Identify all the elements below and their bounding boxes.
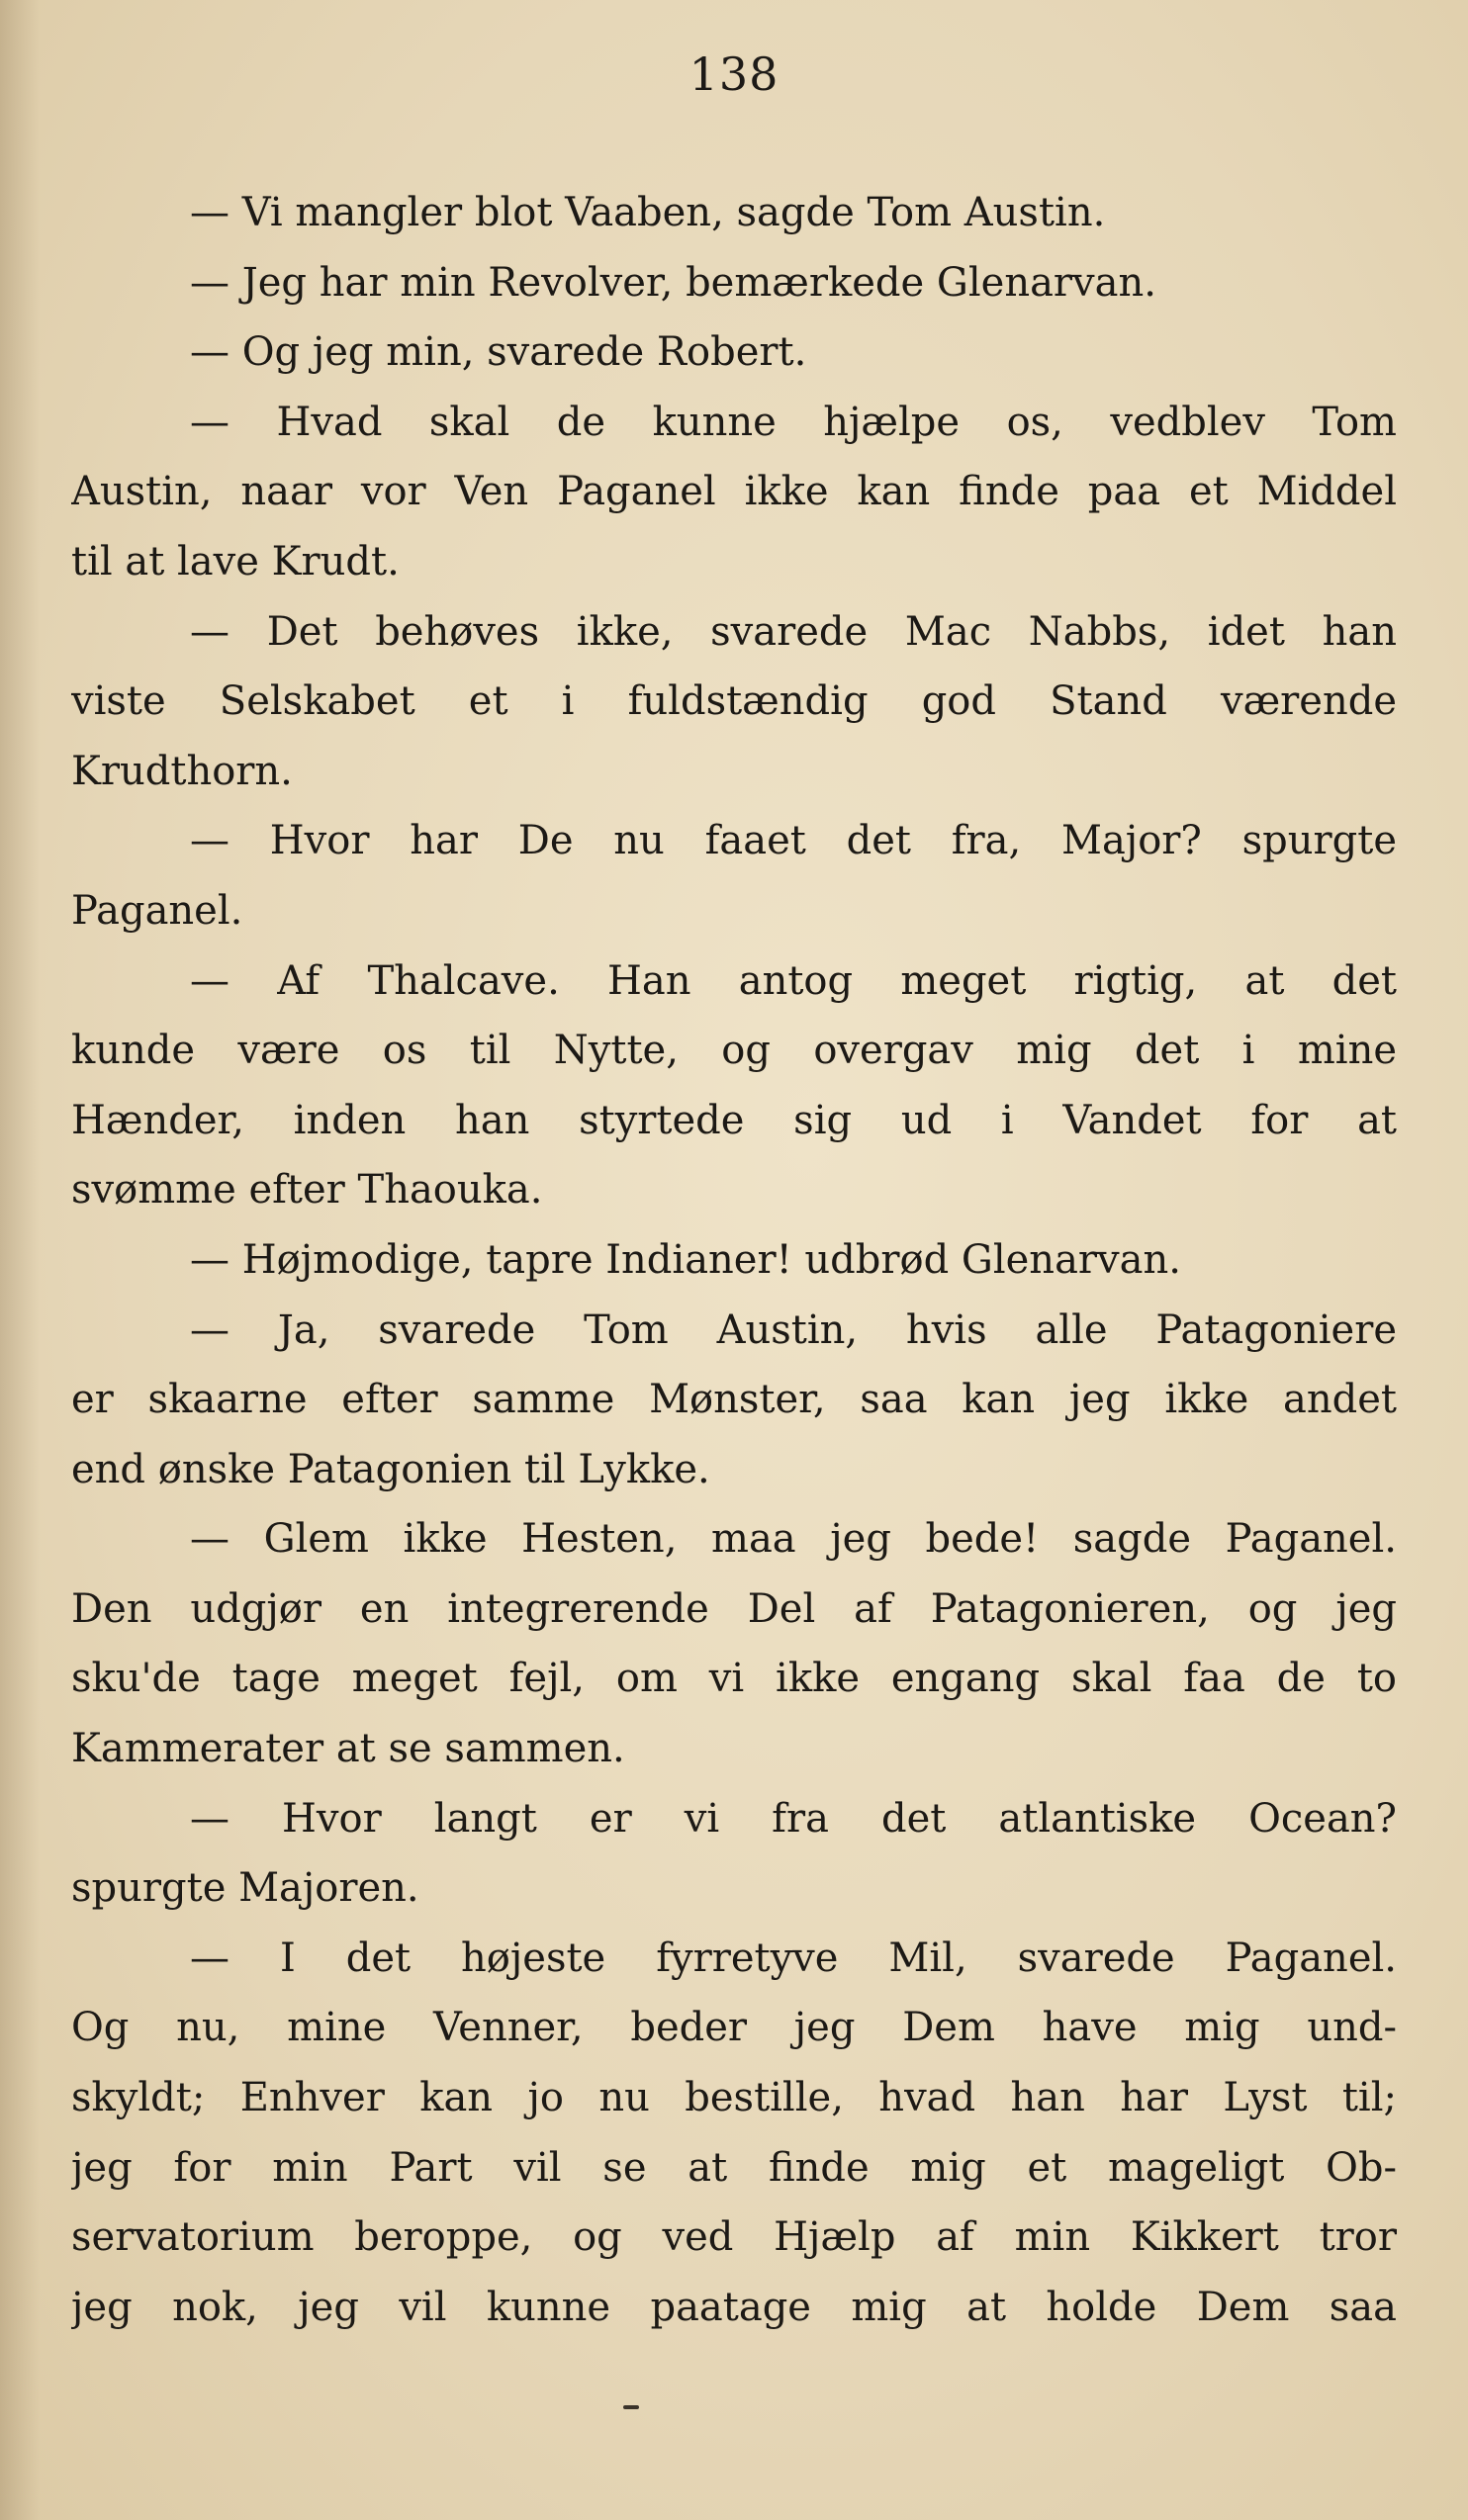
text-line: end ønske Patagonien til Lykke. [71, 1446, 710, 1492]
text-line: — Højmodige, tapre Indianer! udbrød Glenarvan. [190, 1236, 1181, 1283]
text-line: — Hvor langt er vi fra det atlantiske Ocean? [190, 1795, 1397, 1842]
text-line: — Og jeg min, svarede Robert. [190, 329, 807, 376]
text-line: jeg nok, jeg vil kunne paatage mig at holde Dem saa [71, 2284, 1397, 2330]
body-text [71, 178, 1397, 2342]
text-line: — I det højeste fyrretyve Mil, svarede Paganel. [190, 1935, 1397, 1981]
text-line: Hænder, inden han styrtede sig ud i Vandet for at [71, 1097, 1397, 1143]
text-line: viste Selskabet et i fuldstændig god Stand værende [71, 678, 1397, 725]
text-line: — Af Thalcave. Han antog meget rigtig, at det [190, 957, 1397, 1004]
text-line: Den udgjør en integrerende Del af Patagonieren, og jeg [71, 1585, 1397, 1632]
text-line: — Jeg har min Revolver, bemærkede Glenarvan. [190, 259, 1156, 306]
text-line: til at lave Krudt. [71, 538, 400, 585]
text-line: Austin, naar vor Ven Paganel ikke kan finde paa et Middel [71, 469, 1397, 515]
text-line: — Hvad skal de kunne hjælpe os, vedblev Tom [190, 399, 1397, 445]
text-line: Og nu, mine Venner, beder jeg Dem have mig und- [71, 2005, 1397, 2051]
text-line: sku'de tage meget fejl, om vi ikke engang skal faa de to [71, 1656, 1397, 1702]
text-line: — Glem ikke Hesten, maa jeg bede! sagde Paganel. [190, 1516, 1397, 1563]
text-line: er skaarne efter samme Mønster, saa kan jeg ikke andet [71, 1377, 1397, 1423]
text-line: kunde være os til Nytte, og overgav mig det i mine [71, 1028, 1397, 1074]
text-line: — Det behøves ikke, svarede Mac Nabbs, idet han [190, 608, 1397, 655]
text-line: — Vi mangler blot Vaaben, sagde Tom Austin. [190, 190, 1106, 235]
text-line: Paganel. [71, 887, 243, 934]
text-line: servatorium beroppe, og ved Hjælp af min Kikkert tror [71, 2214, 1397, 2261]
text-line: jeg for min Part vil se at finde mig et mageligt Ob- [71, 2144, 1397, 2191]
text-line: Krudthorn. [71, 748, 293, 794]
spine-shadow [0, 0, 40, 2520]
text-line: svømme efter Thaouka. [71, 1167, 543, 1214]
text-line: skyldt; Enhver kan jo nu bestille, hvad han har Lyst til; [71, 2075, 1397, 2121]
text-line: Kammerater at se sammen. [71, 1726, 625, 1772]
footer-mark [623, 2405, 639, 2409]
page-number: 138 [688, 47, 780, 101]
text-line: — Hvor har De nu faaet det fra, Major? spurgte [190, 818, 1397, 864]
text-line: — Ja, svarede Tom Austin, hvis alle Patagoniere [190, 1306, 1397, 1353]
text-line: spurgte Majoren. [71, 1865, 419, 1912]
